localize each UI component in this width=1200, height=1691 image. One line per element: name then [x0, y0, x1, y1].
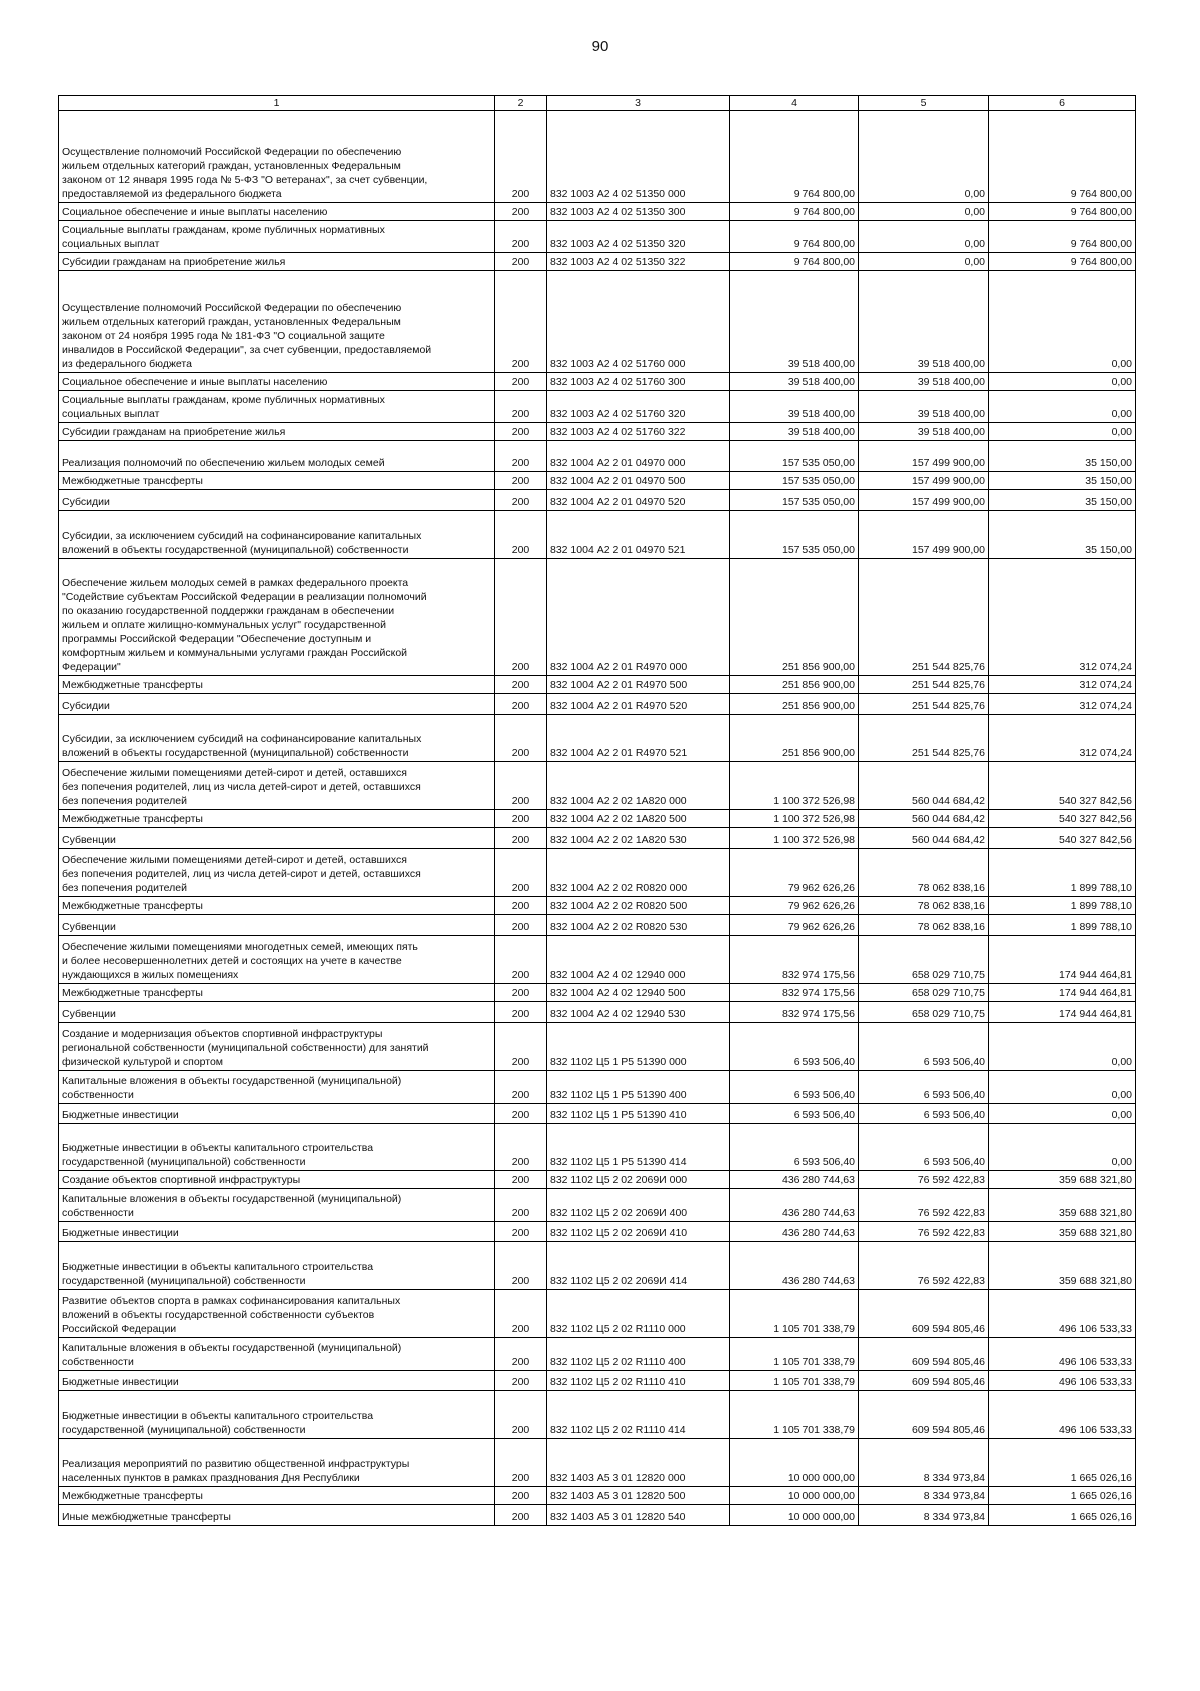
row-col5: 609 594 805,46 [859, 1290, 989, 1338]
row-col5: 6 593 506,40 [859, 1071, 989, 1104]
row-col2: 200 [495, 694, 547, 715]
table-row [59, 203, 1136, 221]
row-col5: 658 029 710,75 [859, 1002, 989, 1023]
table-row [59, 490, 1136, 511]
table-row [59, 715, 1136, 762]
row-col5: 560 044 684,42 [859, 810, 989, 828]
row-name: Бюджетные инвестиции в объекты капитального строительства государственной (муниципальной) собственности [59, 1391, 495, 1439]
table-row [59, 1487, 1136, 1505]
row-col5: 251 544 825,76 [859, 694, 989, 715]
row-name: Капитальные вложения в объекты государственной (муниципальной) собственности [59, 1071, 495, 1104]
table-row [59, 441, 1136, 472]
row-code: 832 1004 А2 2 01 04970 521 [547, 511, 730, 559]
row-col5: 658 029 710,75 [859, 984, 989, 1002]
row-col2: 200 [495, 915, 547, 936]
row-name: Обеспечение жильем молодых семей в рамках федерального проекта "Содействие субъектам Российской Федерации в реализации полномочий по оказанию государственной поддержки гражданам в обеспечении жильем и оплате жилищно-коммунальных услуг" государственной программы Российской Федерации "Обеспечение доступным и комфортным жильем и коммунальными услугами граждан Российской Федерации" [59, 559, 495, 676]
row-col2: 200 [495, 1071, 547, 1104]
row-col4: 436 280 744,63 [730, 1222, 859, 1242]
row-name: Субвенции [59, 1002, 495, 1023]
table-row [59, 1439, 1136, 1487]
row-code: 832 1403 А5 3 01 12820 540 [547, 1505, 730, 1526]
row-col4: 1 105 701 338,79 [730, 1391, 859, 1439]
row-code: 832 1004 А2 2 02 1А820 000 [547, 762, 730, 810]
row-col2: 200 [495, 1104, 547, 1124]
row-col4: 79 962 626,26 [730, 897, 859, 915]
row-col2: 200 [495, 490, 547, 511]
row-col6: 0,00 [989, 1071, 1136, 1104]
row-col2: 200 [495, 1124, 547, 1171]
row-col2: 200 [495, 253, 547, 271]
budget-table [58, 95, 1136, 1526]
header-col-2: 2 [495, 96, 547, 111]
row-col4: 79 962 626,26 [730, 849, 859, 897]
row-col6: 0,00 [989, 423, 1136, 441]
row-name: Межбюджетные трансферты [59, 676, 495, 694]
row-col4: 9 764 800,00 [730, 203, 859, 221]
row-name: Обеспечение жилыми помещениями детей-сирот и детей, оставшихся без попечения родителей, лиц из числа детей-сирот и детей, оставшихся без попечения родителей [59, 849, 495, 897]
row-code: 832 1102 Ц5 2 02 2069И 000 [547, 1171, 730, 1189]
table-row [59, 984, 1136, 1002]
row-col6: 1 899 788,10 [989, 897, 1136, 915]
row-code: 832 1003 А2 4 02 51760 320 [547, 391, 730, 423]
row-code: 832 1003 А2 4 02 51760 000 [547, 271, 730, 373]
table-row [59, 1104, 1136, 1124]
row-col5: 609 594 805,46 [859, 1391, 989, 1439]
row-col6: 1 899 788,10 [989, 849, 1136, 897]
row-code: 832 1003 А2 4 02 51350 300 [547, 203, 730, 221]
row-col2: 200 [495, 559, 547, 676]
row-col4: 832 974 175,56 [730, 1002, 859, 1023]
table-row [59, 936, 1136, 984]
table-header [59, 96, 1136, 111]
row-col6: 0,00 [989, 271, 1136, 373]
row-col2: 200 [495, 1222, 547, 1242]
row-col2: 200 [495, 1338, 547, 1371]
table-row [59, 1071, 1136, 1104]
row-col2: 200 [495, 271, 547, 373]
row-col6: 1 899 788,10 [989, 915, 1136, 936]
row-col4: 157 535 050,00 [730, 472, 859, 490]
row-col4: 436 280 744,63 [730, 1242, 859, 1290]
row-code: 832 1102 Ц5 1 Р5 51390 400 [547, 1071, 730, 1104]
row-code: 832 1102 Ц5 2 02 2069И 414 [547, 1242, 730, 1290]
row-name: Развитие объектов спорта в рамках софинансирования капитальных вложений в объекты государственной собственности субъектов Российской Федерации [59, 1290, 495, 1338]
row-code: 832 1004 А2 2 01 04970 500 [547, 472, 730, 490]
row-name: Социальные выплаты гражданам, кроме публичных нормативных социальных выплат [59, 221, 495, 253]
row-code: 832 1102 Ц5 2 02 R1110 400 [547, 1338, 730, 1371]
row-col4: 39 518 400,00 [730, 423, 859, 441]
row-col5: 609 594 805,46 [859, 1371, 989, 1391]
row-name: Капитальные вложения в объекты государственной (муниципальной) собственности [59, 1338, 495, 1371]
row-col6: 174 944 464,81 [989, 984, 1136, 1002]
table-row [59, 472, 1136, 490]
table-row [59, 915, 1136, 936]
row-col4: 10 000 000,00 [730, 1487, 859, 1505]
row-name: Иные межбюджетные трансферты [59, 1505, 495, 1526]
table-row [59, 221, 1136, 253]
row-code: 832 1102 Ц5 2 02 R1110 410 [547, 1371, 730, 1391]
table-row [59, 1505, 1136, 1526]
row-col6: 9 764 800,00 [989, 111, 1136, 203]
row-name: Создание объектов спортивной инфраструктуры [59, 1171, 495, 1189]
row-col5: 560 044 684,42 [859, 828, 989, 849]
row-col4: 436 280 744,63 [730, 1171, 859, 1189]
row-col4: 1 105 701 338,79 [730, 1338, 859, 1371]
row-col4: 10 000 000,00 [730, 1439, 859, 1487]
row-col5: 39 518 400,00 [859, 423, 989, 441]
row-col2: 200 [495, 472, 547, 490]
table-row [59, 762, 1136, 810]
table-row [59, 849, 1136, 897]
table-row [59, 423, 1136, 441]
row-col6: 0,00 [989, 373, 1136, 391]
page-number: 90 [591, 38, 609, 55]
row-code: 832 1004 А2 2 01 R4970 000 [547, 559, 730, 676]
row-col5: 78 062 838,16 [859, 915, 989, 936]
row-col2: 200 [495, 1391, 547, 1439]
row-col2: 200 [495, 1242, 547, 1290]
table-row [59, 253, 1136, 271]
row-col4: 1 100 372 526,98 [730, 762, 859, 810]
row-col4: 9 764 800,00 [730, 221, 859, 253]
row-col5: 76 592 422,83 [859, 1189, 989, 1222]
table-row [59, 1023, 1136, 1071]
row-col6: 312 074,24 [989, 694, 1136, 715]
header-row [59, 96, 1136, 111]
row-col2: 200 [495, 111, 547, 203]
row-code: 832 1004 А2 2 01 R4970 521 [547, 715, 730, 762]
row-name: Бюджетные инвестиции [59, 1371, 495, 1391]
table-row [59, 1002, 1136, 1023]
row-name: Социальное обеспечение и иные выплаты населению [59, 373, 495, 391]
row-col5: 39 518 400,00 [859, 271, 989, 373]
row-col5: 0,00 [859, 111, 989, 203]
row-code: 832 1003 А2 4 02 51760 322 [547, 423, 730, 441]
row-col5: 251 544 825,76 [859, 715, 989, 762]
table-row [59, 1189, 1136, 1222]
table-row [59, 1171, 1136, 1189]
row-col6: 9 764 800,00 [989, 253, 1136, 271]
row-name: Осуществление полномочий Российской Федерации по обеспечению жильем отдельных категорий граждан, установленных Федеральным законом от 24 ноября 1995 года № 181-ФЗ "О социальной защите инвалидов в Российской Федерации", за счет субвенции, предоставляемой из федерального бюджета [59, 271, 495, 373]
row-col5: 76 592 422,83 [859, 1242, 989, 1290]
row-col4: 6 593 506,40 [730, 1104, 859, 1124]
row-code: 832 1102 Ц5 1 Р5 51390 410 [547, 1104, 730, 1124]
row-col6: 540 327 842,56 [989, 762, 1136, 810]
row-col5: 78 062 838,16 [859, 897, 989, 915]
row-col6: 35 150,00 [989, 511, 1136, 559]
row-name: Субвенции [59, 915, 495, 936]
row-col5: 157 499 900,00 [859, 441, 989, 472]
row-col5: 609 594 805,46 [859, 1338, 989, 1371]
row-col6: 359 688 321,80 [989, 1222, 1136, 1242]
row-col4: 436 280 744,63 [730, 1189, 859, 1222]
row-col5: 560 044 684,42 [859, 762, 989, 810]
row-col5: 76 592 422,83 [859, 1222, 989, 1242]
row-col2: 200 [495, 1290, 547, 1338]
row-col5: 6 593 506,40 [859, 1023, 989, 1071]
row-code: 832 1004 А2 2 02 1А820 530 [547, 828, 730, 849]
row-name: Межбюджетные трансферты [59, 1487, 495, 1505]
row-col4: 1 105 701 338,79 [730, 1290, 859, 1338]
row-col5: 658 029 710,75 [859, 936, 989, 984]
row-col6: 1 665 026,16 [989, 1439, 1136, 1487]
row-col4: 1 100 372 526,98 [730, 810, 859, 828]
row-code: 832 1004 А2 4 02 12940 530 [547, 1002, 730, 1023]
table-row [59, 694, 1136, 715]
row-col5: 157 499 900,00 [859, 511, 989, 559]
row-col5: 39 518 400,00 [859, 373, 989, 391]
row-col4: 1 100 372 526,98 [730, 828, 859, 849]
row-col2: 200 [495, 373, 547, 391]
row-col6: 0,00 [989, 1104, 1136, 1124]
row-name: Социальное обеспечение и иные выплаты населению [59, 203, 495, 221]
row-col2: 200 [495, 762, 547, 810]
row-name: Субсидии [59, 694, 495, 715]
row-col4: 39 518 400,00 [730, 373, 859, 391]
row-col6: 35 150,00 [989, 472, 1136, 490]
row-col2: 200 [495, 423, 547, 441]
row-code: 832 1102 Ц5 1 Р5 51390 000 [547, 1023, 730, 1071]
table-row [59, 1242, 1136, 1290]
row-col6: 0,00 [989, 1023, 1136, 1071]
row-col6: 35 150,00 [989, 441, 1136, 472]
row-col6: 9 764 800,00 [989, 221, 1136, 253]
row-name: Обеспечение жилыми помещениями многодетных семей, имеющих пять и более несовершеннолетних детей и состоящих на учете в качестве нуждающихся в жилых помещениях [59, 936, 495, 984]
row-col6: 496 106 533,33 [989, 1391, 1136, 1439]
row-code: 832 1003 А2 4 02 51350 322 [547, 253, 730, 271]
row-name: Реализация мероприятий по развитию общественной инфраструктуры населенных пунктов в рамках празднования Дня Республики [59, 1439, 495, 1487]
row-col6: 359 688 321,80 [989, 1242, 1136, 1290]
row-code: 832 1102 Ц5 1 Р5 51390 414 [547, 1124, 730, 1171]
row-col2: 200 [495, 828, 547, 849]
row-col2: 200 [495, 1439, 547, 1487]
row-code: 832 1004 А2 2 01 R4970 520 [547, 694, 730, 715]
row-col4: 9 764 800,00 [730, 111, 859, 203]
row-col6: 312 074,24 [989, 676, 1136, 694]
row-col2: 200 [495, 676, 547, 694]
row-col5: 76 592 422,83 [859, 1171, 989, 1189]
row-code: 832 1102 Ц5 2 02 R1110 414 [547, 1391, 730, 1439]
row-code: 832 1004 А2 2 01 R4970 500 [547, 676, 730, 694]
row-col4: 6 593 506,40 [730, 1071, 859, 1104]
header-col-1: 1 [59, 96, 495, 111]
row-col5: 0,00 [859, 221, 989, 253]
row-name: Субсидии, за исключением субсидий на софинансирование капитальных вложений в объекты государственной (муниципальной) собственности [59, 715, 495, 762]
table-row [59, 1338, 1136, 1371]
row-name: Межбюджетные трансферты [59, 897, 495, 915]
row-name: Субсидии гражданам на приобретение жилья [59, 423, 495, 441]
row-col6: 496 106 533,33 [989, 1371, 1136, 1391]
row-col5: 39 518 400,00 [859, 391, 989, 423]
row-col5: 157 499 900,00 [859, 490, 989, 511]
row-col2: 200 [495, 1171, 547, 1189]
row-col4: 157 535 050,00 [730, 511, 859, 559]
row-col4: 39 518 400,00 [730, 271, 859, 373]
row-col4: 79 962 626,26 [730, 915, 859, 936]
row-col6: 9 764 800,00 [989, 203, 1136, 221]
table-row [59, 373, 1136, 391]
row-col6: 540 327 842,56 [989, 810, 1136, 828]
row-col4: 157 535 050,00 [730, 441, 859, 472]
row-code: 832 1403 А5 3 01 12820 000 [547, 1439, 730, 1487]
row-name: Субвенции [59, 828, 495, 849]
row-code: 832 1004 А2 2 02 R0820 530 [547, 915, 730, 936]
row-col2: 200 [495, 897, 547, 915]
row-col6: 1 665 026,16 [989, 1505, 1136, 1526]
row-col4: 251 856 900,00 [730, 676, 859, 694]
row-code: 832 1102 Ц5 2 02 2069И 410 [547, 1222, 730, 1242]
table-body [59, 111, 1136, 1526]
row-col2: 200 [495, 1023, 547, 1071]
row-col6: 1 665 026,16 [989, 1487, 1136, 1505]
table-row [59, 1371, 1136, 1391]
row-code: 832 1102 Ц5 2 02 2069И 400 [547, 1189, 730, 1222]
row-col5: 251 544 825,76 [859, 559, 989, 676]
row-col4: 157 535 050,00 [730, 490, 859, 511]
row-name: Субсидии гражданам на приобретение жилья [59, 253, 495, 271]
row-col4: 832 974 175,56 [730, 984, 859, 1002]
header-col-6: 6 [989, 96, 1136, 111]
row-col5: 8 334 973,84 [859, 1505, 989, 1526]
row-col6: 540 327 842,56 [989, 828, 1136, 849]
row-col2: 200 [495, 1371, 547, 1391]
row-name: Социальные выплаты гражданам, кроме публичных нормативных социальных выплат [59, 391, 495, 423]
row-col2: 200 [495, 203, 547, 221]
table-row [59, 1391, 1136, 1439]
row-name: Субсидии [59, 490, 495, 511]
row-name: Создание и модернизация объектов спортивной инфраструктуры региональной собственности (муниципальной собственности) для занятий физической культурой и спортом [59, 1023, 495, 1071]
row-col6: 0,00 [989, 391, 1136, 423]
row-col5: 6 593 506,40 [859, 1124, 989, 1171]
row-col4: 10 000 000,00 [730, 1505, 859, 1526]
row-col4: 832 974 175,56 [730, 936, 859, 984]
header-col-5: 5 [859, 96, 989, 111]
row-code: 832 1004 А2 2 02 1А820 500 [547, 810, 730, 828]
row-col4: 1 105 701 338,79 [730, 1371, 859, 1391]
row-col6: 35 150,00 [989, 490, 1136, 511]
row-col4: 9 764 800,00 [730, 253, 859, 271]
table-row [59, 1124, 1136, 1171]
table-row [59, 511, 1136, 559]
row-col6: 174 944 464,81 [989, 1002, 1136, 1023]
row-col4: 251 856 900,00 [730, 715, 859, 762]
row-col5: 8 334 973,84 [859, 1439, 989, 1487]
row-code: 832 1004 А2 4 02 12940 000 [547, 936, 730, 984]
row-code: 832 1003 А2 4 02 51760 300 [547, 373, 730, 391]
row-col4: 6 593 506,40 [730, 1124, 859, 1171]
row-col2: 200 [495, 391, 547, 423]
row-col2: 200 [495, 1002, 547, 1023]
table-row [59, 897, 1136, 915]
row-col2: 200 [495, 936, 547, 984]
row-code: 832 1004 А2 2 01 04970 520 [547, 490, 730, 511]
row-col4: 39 518 400,00 [730, 391, 859, 423]
row-code: 832 1004 А2 2 02 R0820 000 [547, 849, 730, 897]
table-row [59, 559, 1136, 676]
row-code: 832 1004 А2 2 01 04970 000 [547, 441, 730, 472]
row-code: 832 1003 А2 4 02 51350 000 [547, 111, 730, 203]
row-col2: 200 [495, 221, 547, 253]
table-row [59, 1222, 1136, 1242]
row-col2: 200 [495, 1505, 547, 1526]
row-col5: 0,00 [859, 253, 989, 271]
row-col6: 312 074,24 [989, 715, 1136, 762]
row-code: 832 1403 А5 3 01 12820 500 [547, 1487, 730, 1505]
row-col2: 200 [495, 441, 547, 472]
row-col5: 251 544 825,76 [859, 676, 989, 694]
row-name: Осуществление полномочий Российской Федерации по обеспечению жильем отдельных категорий граждан, установленных Федеральным законом от 12 января 1995 года № 5-ФЗ "О ветеранах", за счет субвенции, предоставляемой из федерального бюджета [59, 111, 495, 203]
row-name: Бюджетные инвестиции [59, 1222, 495, 1242]
row-col2: 200 [495, 1487, 547, 1505]
row-code: 832 1003 А2 4 02 51350 320 [547, 221, 730, 253]
row-name: Бюджетные инвестиции в объекты капитального строительства государственной (муниципальной) собственности [59, 1242, 495, 1290]
row-col2: 200 [495, 810, 547, 828]
row-name: Реализация полномочий по обеспечению жильем молодых семей [59, 441, 495, 472]
row-code: 832 1004 А2 4 02 12940 500 [547, 984, 730, 1002]
table-row [59, 391, 1136, 423]
table-row [59, 1290, 1136, 1338]
row-col2: 200 [495, 984, 547, 1002]
row-name: Межбюджетные трансферты [59, 984, 495, 1002]
row-col5: 6 593 506,40 [859, 1104, 989, 1124]
row-col4: 251 856 900,00 [730, 694, 859, 715]
row-name: Межбюджетные трансферты [59, 810, 495, 828]
row-col4: 251 856 900,00 [730, 559, 859, 676]
row-col6: 359 688 321,80 [989, 1171, 1136, 1189]
row-col4: 6 593 506,40 [730, 1023, 859, 1071]
row-col2: 200 [495, 1189, 547, 1222]
row-col5: 8 334 973,84 [859, 1487, 989, 1505]
table-row [59, 676, 1136, 694]
row-col2: 200 [495, 849, 547, 897]
row-col2: 200 [495, 715, 547, 762]
row-code: 832 1004 А2 2 02 R0820 500 [547, 897, 730, 915]
row-col5: 0,00 [859, 203, 989, 221]
row-col6: 359 688 321,80 [989, 1189, 1136, 1222]
row-col6: 312 074,24 [989, 559, 1136, 676]
row-name: Субсидии, за исключением субсидий на софинансирование капитальных вложений в объекты государственной (муниципальной) собственности [59, 511, 495, 559]
header-col-4: 4 [730, 96, 859, 111]
table-row [59, 271, 1136, 373]
row-col6: 496 106 533,33 [989, 1290, 1136, 1338]
row-name: Обеспечение жилыми помещениями детей-сирот и детей, оставшихся без попечения родителей, лиц из числа детей-сирот и детей, оставшихся без попечения родителей [59, 762, 495, 810]
header-col-3: 3 [547, 96, 730, 111]
row-col2: 200 [495, 511, 547, 559]
row-col6: 0,00 [989, 1124, 1136, 1171]
row-name: Бюджетные инвестиции в объекты капитального строительства государственной (муниципальной) собственности [59, 1124, 495, 1171]
row-col6: 174 944 464,81 [989, 936, 1136, 984]
table-row [59, 111, 1136, 203]
row-col5: 157 499 900,00 [859, 472, 989, 490]
row-col6: 496 106 533,33 [989, 1338, 1136, 1371]
row-code: 832 1102 Ц5 2 02 R1110 000 [547, 1290, 730, 1338]
row-col5: 78 062 838,16 [859, 849, 989, 897]
row-name: Межбюджетные трансферты [59, 472, 495, 490]
table-row [59, 810, 1136, 828]
table-row [59, 828, 1136, 849]
row-name: Капитальные вложения в объекты государственной (муниципальной) собственности [59, 1189, 495, 1222]
row-name: Бюджетные инвестиции [59, 1104, 495, 1124]
